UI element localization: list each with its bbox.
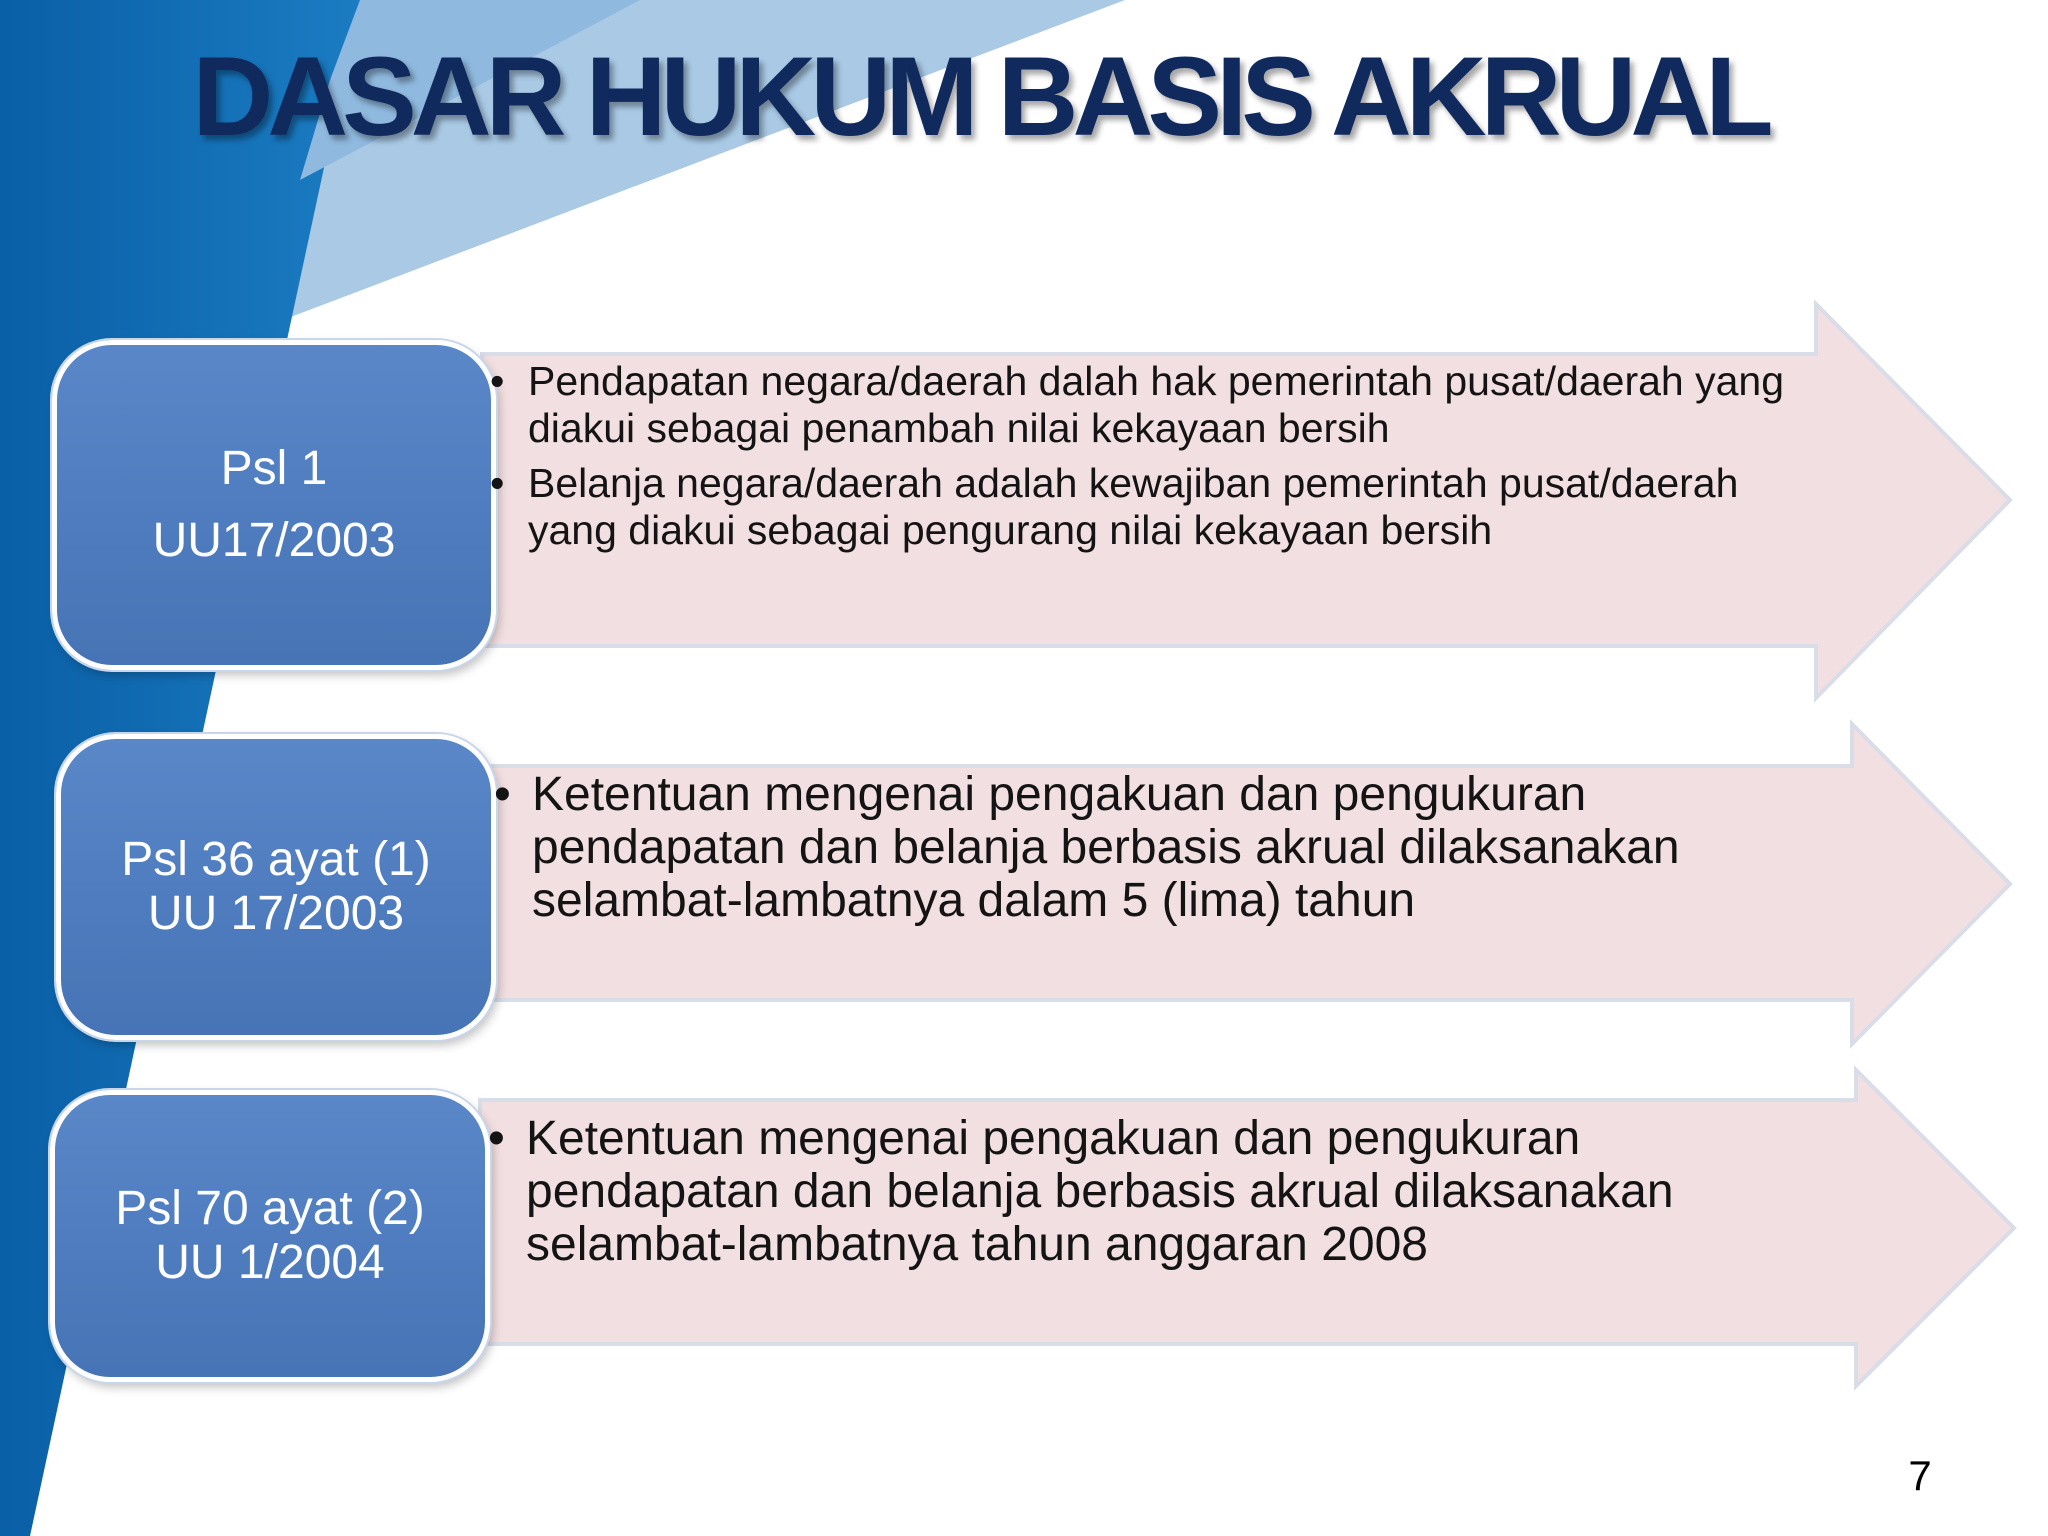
row-1-bullet-1: • Pendapatan negara/daerah dalah hak pemerintah pusat/daerah yang diakui sebagai penambah nilai kekayaan bersih	[488, 358, 1828, 452]
row-1-bullet-2: • Belanja negara/daerah adalah kewajiban pemerintah pusat/daerah yang diakui sebagai pengurang nilai kekayaan bersih	[488, 460, 1828, 554]
row-2-bullet-list	[492, 768, 1832, 927]
row-3-label-line1: Psl 70 ayat (2)	[115, 1182, 425, 1235]
row-3-label-line2: UU 1/2004	[155, 1236, 385, 1289]
row-2-label-line1: Psl 36 ayat (1)	[121, 833, 431, 886]
row-3-bullet-list	[486, 1112, 1826, 1271]
row-1-label-line1: Psl 1	[220, 442, 328, 495]
slide-title: DASAR HUKUM BASIS AKRUAL	[192, 34, 1768, 159]
row-3-label-box	[50, 1090, 490, 1382]
page-number: 7	[1908, 1452, 1932, 1499]
row-2-label-line2: UU 17/2003	[147, 887, 405, 940]
row-1-label-box	[52, 340, 496, 670]
row-1-label-line2: UU17/2003	[152, 514, 396, 567]
row-1-bullet-list	[488, 358, 1828, 554]
row-3-bullet-1: • Ketentuan mengenai pengakuan dan pengukuran pendapatan dan belanja berbasis akrual dilaksanakan selambat-lambatnya tahun anggaran 2008	[486, 1112, 1826, 1271]
row-2-label-box	[56, 734, 496, 1040]
row-2-bullet-1: • Ketentuan mengenai pengakuan dan pengukuran pendapatan dan belanja berbasis akrual dilaksanakan selambat-lambatnya dalam 5 (lima) tahun	[492, 768, 1832, 927]
